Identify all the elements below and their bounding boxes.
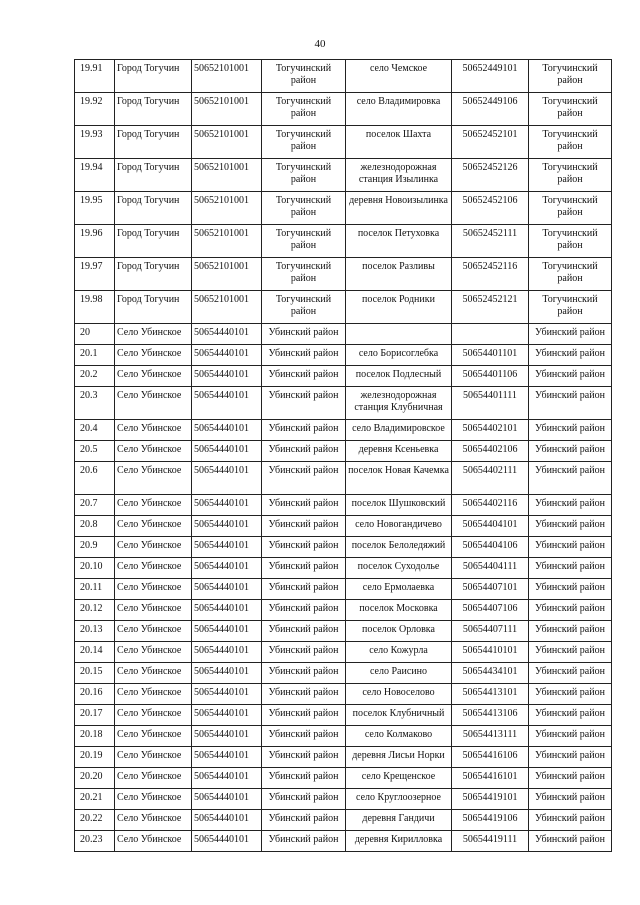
table-row: [75, 684, 612, 705]
district-name-right: Убинский район: [529, 768, 612, 789]
oktmo-code-settlement: 50654404106: [452, 537, 529, 558]
oktmo-code-center: 50654440101: [192, 420, 262, 441]
oktmo-code-settlement: 50654407111: [452, 621, 529, 642]
municipality-center: Село Убинское: [115, 789, 192, 810]
oktmo-code-settlement: 50654401106: [452, 366, 529, 387]
district-name-right: Убинский район: [529, 420, 612, 441]
district-name: Тогучинский район: [262, 192, 346, 225]
row-number: 20.21: [75, 789, 115, 810]
settlement-name: поселок Клубничный: [346, 705, 452, 726]
settlement-name: деревня Лисьи Норки: [346, 747, 452, 768]
table-row: [75, 192, 612, 225]
row-number: 20.12: [75, 600, 115, 621]
municipality-center: Село Убинское: [115, 747, 192, 768]
district-name-right: Убинский район: [529, 366, 612, 387]
district-name: Тогучинский район: [262, 258, 346, 291]
oktmo-code-settlement: 50654419106: [452, 810, 529, 831]
oktmo-code-settlement: 50654402116: [452, 495, 529, 516]
district-name: Тогучинский район: [262, 291, 346, 324]
table-row: [75, 768, 612, 789]
settlement-name: поселок Новая Качемка: [346, 462, 452, 495]
municipality-center: Село Убинское: [115, 366, 192, 387]
table-row: [75, 726, 612, 747]
oktmo-code-settlement: 50652449101: [452, 60, 529, 93]
district-name-right: Убинский район: [529, 579, 612, 600]
municipality-center: Село Убинское: [115, 387, 192, 420]
row-number: 20.14: [75, 642, 115, 663]
row-number: 19.94: [75, 159, 115, 192]
table-row: [75, 516, 612, 537]
oktmo-code-center: 50654440101: [192, 684, 262, 705]
row-number: 20.5: [75, 441, 115, 462]
row-number: 19.97: [75, 258, 115, 291]
oktmo-code-center: 50654440101: [192, 579, 262, 600]
municipality-center: Город Тогучин: [115, 258, 192, 291]
oktmo-code-settlement: 50652452126: [452, 159, 529, 192]
table-row: [75, 642, 612, 663]
oktmo-code-settlement: 50654413106: [452, 705, 529, 726]
district-name-right: Убинский район: [529, 705, 612, 726]
table-row: [75, 789, 612, 810]
municipality-center: Село Убинское: [115, 441, 192, 462]
row-number: 20.9: [75, 537, 115, 558]
settlement-name: деревня Новоизылинка: [346, 192, 452, 225]
district-name: Убинский район: [262, 345, 346, 366]
municipality-center: Село Убинское: [115, 642, 192, 663]
oktmo-code-center: 50652101001: [192, 225, 262, 258]
table-row: [75, 60, 612, 93]
table-row: [75, 831, 612, 852]
oktmo-code-center: 50654440101: [192, 387, 262, 420]
row-number: 19.95: [75, 192, 115, 225]
district-name-right: Убинский район: [529, 663, 612, 684]
row-number: 20.15: [75, 663, 115, 684]
table-row: [75, 258, 612, 291]
row-number: 20.3: [75, 387, 115, 420]
settlement-name: поселок Родники: [346, 291, 452, 324]
district-name: Тогучинский район: [262, 126, 346, 159]
table-row: [75, 441, 612, 462]
settlement-name: деревня Гандичи: [346, 810, 452, 831]
settlement-name: село Раисино: [346, 663, 452, 684]
district-name-right: Тогучинский район: [529, 93, 612, 126]
oktmo-code-settlement: 50654419111: [452, 831, 529, 852]
district-name-right: Убинский район: [529, 516, 612, 537]
oktmo-code-settlement: 50652452116: [452, 258, 529, 291]
municipality-center: Город Тогучин: [115, 192, 192, 225]
district-name: Убинский район: [262, 726, 346, 747]
municipality-center: Село Убинское: [115, 663, 192, 684]
district-name-right: Тогучинский район: [529, 291, 612, 324]
municipality-center: Город Тогучин: [115, 225, 192, 258]
municipality-center: Город Тогучин: [115, 93, 192, 126]
district-name: Тогучинский район: [262, 225, 346, 258]
oktmo-code-settlement: 50654404111: [452, 558, 529, 579]
municipality-center: Село Убинское: [115, 831, 192, 852]
table-row: [75, 663, 612, 684]
table-row: [75, 537, 612, 558]
municipality-center: Село Убинское: [115, 579, 192, 600]
settlement-name: поселок Петуховка: [346, 225, 452, 258]
municipality-center: Село Убинское: [115, 516, 192, 537]
municipality-center: Город Тогучин: [115, 291, 192, 324]
table-row: [75, 387, 612, 420]
settlement-name: железнодорожная станция Изылинка: [346, 159, 452, 192]
table-row: [75, 291, 612, 324]
table-row: [75, 747, 612, 768]
oktmo-code-settlement: 50654402101: [452, 420, 529, 441]
oktmo-code-settlement: 50654402106: [452, 441, 529, 462]
district-name: Убинский район: [262, 420, 346, 441]
district-name-right: Убинский район: [529, 600, 612, 621]
row-number: 20.20: [75, 768, 115, 789]
oktmo-code-center: 50654440101: [192, 462, 262, 495]
oktmo-code-center: 50654440101: [192, 324, 262, 345]
row-number: 20.22: [75, 810, 115, 831]
row-number: 20.13: [75, 621, 115, 642]
page-number: 40: [314, 38, 326, 50]
settlement-name: деревня Ксеньевка: [346, 441, 452, 462]
row-number: 19.91: [75, 60, 115, 93]
row-number: 20.17: [75, 705, 115, 726]
district-name-right: Убинский район: [529, 537, 612, 558]
district-name: Убинский район: [262, 789, 346, 810]
oktmo-code-settlement: 50654416101: [452, 768, 529, 789]
municipality-center: Село Убинское: [115, 810, 192, 831]
district-name-right: Убинский район: [529, 387, 612, 420]
municipality-center: Село Убинское: [115, 600, 192, 621]
row-number: 20.23: [75, 831, 115, 852]
row-number: 20.11: [75, 579, 115, 600]
district-name-right: Убинский район: [529, 345, 612, 366]
district-name-right: Тогучинский район: [529, 192, 612, 225]
row-number: 20.6: [75, 462, 115, 495]
table-row: [75, 462, 612, 495]
oktmo-code-settlement: 50654413111: [452, 726, 529, 747]
district-name: Убинский район: [262, 768, 346, 789]
district-name-right: Убинский район: [529, 324, 612, 345]
oktmo-code-settlement: 50654410101: [452, 642, 529, 663]
district-name: Убинский район: [262, 441, 346, 462]
district-name-right: Тогучинский район: [529, 60, 612, 93]
municipality-center: Село Убинское: [115, 684, 192, 705]
settlement-name: поселок Суходолье: [346, 558, 452, 579]
oktmo-code-center: 50654440101: [192, 366, 262, 387]
row-number: 19.93: [75, 126, 115, 159]
table-row: [75, 705, 612, 726]
district-name: Убинский район: [262, 621, 346, 642]
oktmo-code-center: 50652101001: [192, 258, 262, 291]
oktmo-code-settlement: 50652452101: [452, 126, 529, 159]
row-number: 20.10: [75, 558, 115, 579]
oktmo-code-settlement: 50652452106: [452, 192, 529, 225]
row-number: 20.16: [75, 684, 115, 705]
oktmo-code-settlement: 50654402111: [452, 462, 529, 495]
oktmo-code-center: 50654440101: [192, 441, 262, 462]
oktmo-code-settlement: 50654401111: [452, 387, 529, 420]
oktmo-code-settlement: 50652452111: [452, 225, 529, 258]
settlement-name: поселок Орловка: [346, 621, 452, 642]
settlement-name: село Круглоозерное: [346, 789, 452, 810]
district-name: Убинский район: [262, 324, 346, 345]
district-name-right: Убинский район: [529, 831, 612, 852]
oktmo-code-center: 50654440101: [192, 537, 262, 558]
municipality-center: Село Убинское: [115, 324, 192, 345]
row-number: 20.19: [75, 747, 115, 768]
settlement-name: село Ермолаевка: [346, 579, 452, 600]
district-name: Убинский район: [262, 516, 346, 537]
district-name: Убинский район: [262, 810, 346, 831]
district-name-right: Убинский район: [529, 789, 612, 810]
district-name: Тогучинский район: [262, 159, 346, 192]
oktmo-code-center: 50654440101: [192, 642, 262, 663]
municipality-center: Город Тогучин: [115, 159, 192, 192]
table-row: [75, 93, 612, 126]
table-body: [75, 60, 612, 852]
district-name: Тогучинский район: [262, 93, 346, 126]
oktmo-code-center: 50654440101: [192, 768, 262, 789]
table-row: [75, 495, 612, 516]
district-name-right: Убинский район: [529, 495, 612, 516]
municipality-center: Село Убинское: [115, 462, 192, 495]
table-row: [75, 558, 612, 579]
district-name: Убинский район: [262, 705, 346, 726]
settlement-name: село Чемское: [346, 60, 452, 93]
oktmo-code-center: 50654440101: [192, 516, 262, 537]
district-name: Убинский район: [262, 747, 346, 768]
row-number: 19.96: [75, 225, 115, 258]
settlement-name: деревня Кирилловка: [346, 831, 452, 852]
settlements-table: [74, 59, 612, 852]
oktmo-code-center: 50652101001: [192, 291, 262, 324]
municipality-center: Село Убинское: [115, 705, 192, 726]
table-row: [75, 579, 612, 600]
settlement-name: село Владимировка: [346, 93, 452, 126]
oktmo-code-center: 50654440101: [192, 558, 262, 579]
district-name-right: Убинский район: [529, 441, 612, 462]
oktmo-code-settlement: [452, 324, 529, 345]
oktmo-code-center: 50652101001: [192, 192, 262, 225]
district-name: Убинский район: [262, 558, 346, 579]
settlement-name: село Крещенское: [346, 768, 452, 789]
settlement-name: поселок Шушковский: [346, 495, 452, 516]
district-name: Убинский район: [262, 642, 346, 663]
row-number: 20.1: [75, 345, 115, 366]
district-name-right: Убинский район: [529, 747, 612, 768]
district-name: Убинский район: [262, 684, 346, 705]
municipality-center: Село Убинское: [115, 726, 192, 747]
oktmo-code-center: 50652101001: [192, 159, 262, 192]
district-name: Убинский район: [262, 366, 346, 387]
oktmo-code-settlement: 50654434101: [452, 663, 529, 684]
settlement-name: село Кожурла: [346, 642, 452, 663]
district-name: Убинский район: [262, 600, 346, 621]
settlement-name: поселок Белоледяжий: [346, 537, 452, 558]
district-name-right: Тогучинский район: [529, 126, 612, 159]
district-name: Убинский район: [262, 537, 346, 558]
oktmo-code-settlement: 50654404101: [452, 516, 529, 537]
oktmo-code-settlement: 50652449106: [452, 93, 529, 126]
district-name-right: Убинский район: [529, 810, 612, 831]
oktmo-code-center: 50652101001: [192, 126, 262, 159]
row-number: 20.2: [75, 366, 115, 387]
oktmo-code-settlement: 50654413101: [452, 684, 529, 705]
table-row: [75, 345, 612, 366]
oktmo-code-center: 50654440101: [192, 789, 262, 810]
row-number: 20.4: [75, 420, 115, 441]
district-name: Убинский район: [262, 387, 346, 420]
row-number: 19.98: [75, 291, 115, 324]
table-row: [75, 324, 612, 345]
municipality-center: Село Убинское: [115, 420, 192, 441]
table-row: [75, 159, 612, 192]
district-name: Убинский район: [262, 663, 346, 684]
district-name: Убинский район: [262, 579, 346, 600]
settlement-name: поселок Разливы: [346, 258, 452, 291]
row-number: 19.92: [75, 93, 115, 126]
municipality-center: Город Тогучин: [115, 126, 192, 159]
district-name-right: Убинский район: [529, 621, 612, 642]
district-name-right: Тогучинский район: [529, 225, 612, 258]
settlement-name: поселок Московка: [346, 600, 452, 621]
district-name-right: Убинский район: [529, 726, 612, 747]
municipality-center: Село Убинское: [115, 558, 192, 579]
municipality-center: Село Убинское: [115, 621, 192, 642]
table-row: [75, 621, 612, 642]
oktmo-code-settlement: 50654407101: [452, 579, 529, 600]
table-row: [75, 366, 612, 387]
settlement-name: село Борисоглебка: [346, 345, 452, 366]
oktmo-code-center: 50654440101: [192, 663, 262, 684]
table-row: [75, 225, 612, 258]
oktmo-code-settlement: 50654401101: [452, 345, 529, 366]
district-name: Тогучинский район: [262, 60, 346, 93]
table-row: [75, 126, 612, 159]
municipality-center: Село Убинское: [115, 537, 192, 558]
oktmo-code-center: 50654440101: [192, 345, 262, 366]
settlement-name: село Новогандичево: [346, 516, 452, 537]
district-name-right: Убинский район: [529, 684, 612, 705]
district-name-right: Убинский район: [529, 462, 612, 495]
oktmo-code-center: 50654440101: [192, 495, 262, 516]
table-row: [75, 420, 612, 441]
oktmo-code-settlement: 50654416106: [452, 747, 529, 768]
district-name-right: Убинский район: [529, 558, 612, 579]
row-number: 20: [75, 324, 115, 345]
district-name-right: Убинский район: [529, 642, 612, 663]
municipality-center: Село Убинское: [115, 768, 192, 789]
row-number: 20.7: [75, 495, 115, 516]
oktmo-code-center: 50654440101: [192, 600, 262, 621]
oktmo-code-center: 50652101001: [192, 93, 262, 126]
oktmo-code-center: 50654440101: [192, 621, 262, 642]
table-row: [75, 600, 612, 621]
oktmo-code-center: 50654440101: [192, 747, 262, 768]
oktmo-code-center: 50654440101: [192, 726, 262, 747]
table-row: [75, 810, 612, 831]
oktmo-code-center: 50652101001: [192, 60, 262, 93]
municipality-center: Село Убинское: [115, 345, 192, 366]
settlement-name: [346, 324, 452, 345]
settlement-name: село Новоселово: [346, 684, 452, 705]
district-name: Убинский район: [262, 495, 346, 516]
municipality-center: Город Тогучин: [115, 60, 192, 93]
district-name-right: Тогучинский район: [529, 159, 612, 192]
row-number: 20.8: [75, 516, 115, 537]
settlement-name: поселок Подлесный: [346, 366, 452, 387]
district-name: Убинский район: [262, 462, 346, 495]
district-name: Убинский район: [262, 831, 346, 852]
oktmo-code-center: 50654440101: [192, 831, 262, 852]
municipality-center: Село Убинское: [115, 495, 192, 516]
district-name-right: Тогучинский район: [529, 258, 612, 291]
settlement-name: поселок Шахта: [346, 126, 452, 159]
oktmo-code-center: 50654440101: [192, 810, 262, 831]
settlement-name: село Колмаково: [346, 726, 452, 747]
settlement-name: село Владимировское: [346, 420, 452, 441]
oktmo-code-settlement: 50654419101: [452, 789, 529, 810]
oktmo-code-settlement: 50652452121: [452, 291, 529, 324]
oktmo-code-center: 50654440101: [192, 705, 262, 726]
oktmo-code-settlement: 50654407106: [452, 600, 529, 621]
row-number: 20.18: [75, 726, 115, 747]
settlement-name: железнодорожная станция Клубничная: [346, 387, 452, 420]
